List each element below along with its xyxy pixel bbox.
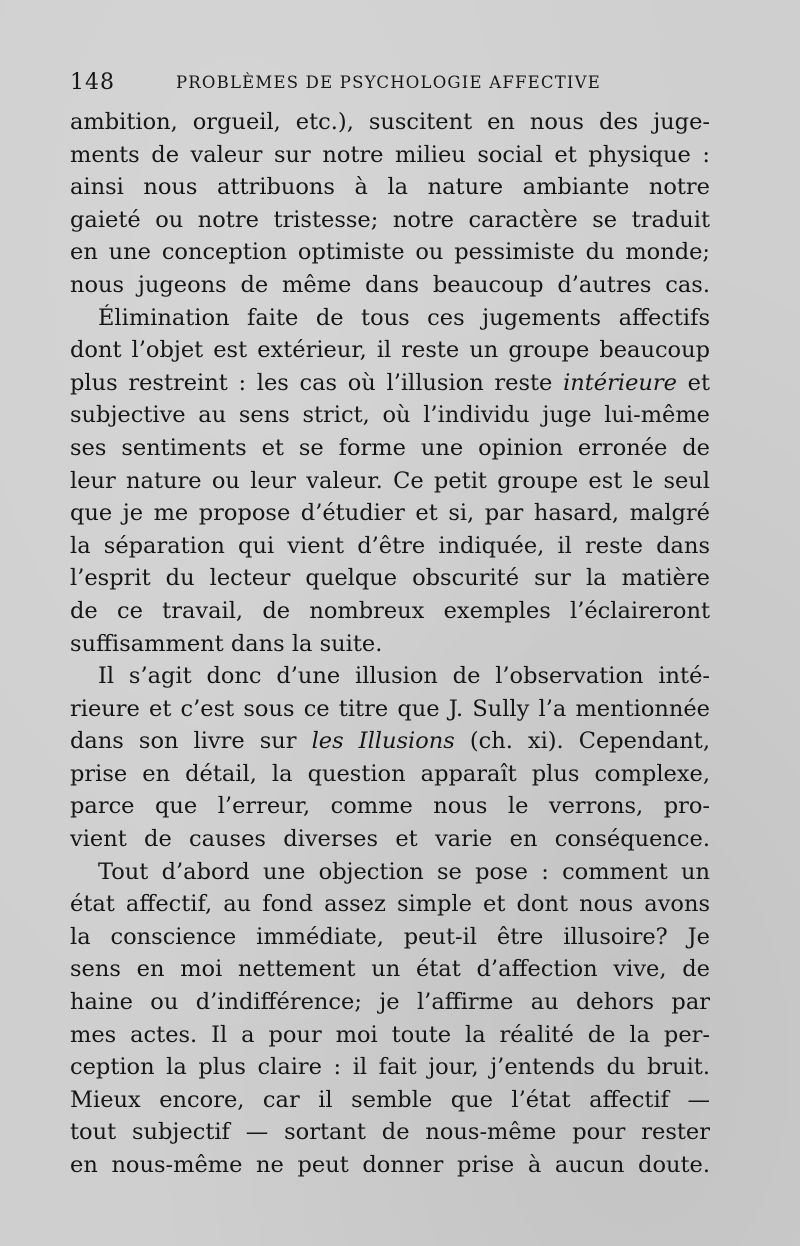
text-line: vient de causes diverses et varie en conséquence. (70, 826, 710, 853)
line-text-italic: intérieure (563, 369, 677, 396)
text-line (70, 725, 710, 758)
text-line: ambition, orgueil, etc.), suscitent en nous des juge- (70, 109, 710, 135)
body-text (70, 106, 710, 1182)
text-line: parce que l’erreur, comme nous le verrons, pro- (70, 793, 710, 820)
text-line: la séparation qui vient d’être indiquée, il reste dans (70, 532, 710, 559)
text-line: mes actes. Il a pour moi toute la réalité de la per- (70, 1021, 710, 1048)
line-text: et (676, 369, 710, 396)
text-line: haine ou d’indifférence; je l’affirme au dehors par (70, 989, 710, 1016)
text-line: dont l’objet est extérieur, il reste un groupe beaucoup (70, 337, 710, 364)
text-line: rieure et c’est sous ce titre que J. Sully l’a mentionnée (70, 695, 710, 722)
text-line: en nous-même ne peut donner prise à aucun doute. (70, 1152, 710, 1178)
text-line: tout subjectif — sortant de nous-même pour rester (70, 1119, 710, 1146)
text-line: prise en détail, la question apparaît plus complexe, (70, 760, 710, 787)
text-line: que je me propose d’étudier et si, par hasard, malgré (70, 500, 710, 527)
text-line: en une conception optimiste ou pessimiste du monde; (70, 239, 710, 266)
text-line: ments de valeur sur notre milieu social et physique : (70, 141, 710, 168)
line-text: plus restreint : les cas où l’illusion reste (70, 369, 564, 396)
text-line: nous jugeons de même dans beaucoup d’autres cas. (70, 271, 710, 298)
text-line: Élimination faite de tous ces jugements affectifs (98, 304, 710, 331)
text-line: ses sentiments et se forme une opinion erronée de (70, 434, 710, 461)
text-line: de ce travail, de nombreux exemples l’éclaireront (70, 597, 710, 624)
page-number: 148 (70, 70, 115, 95)
text-line: Il s’agit donc d’une illusion de l’observation inté- (98, 663, 710, 690)
line-text: dans son livre sur (70, 728, 312, 755)
text-line: la conscience immédiate, peut-il être illusoire? Je (70, 923, 710, 950)
running-title: PROBLÈMES DE PSYCHOLOGIE AFFECTIVE (176, 73, 601, 92)
text-line: suffisamment dans la suite. (70, 630, 383, 657)
text-line: leur nature ou leur valeur. Ce petit groupe est le seul (70, 467, 710, 494)
text-line: gaieté ou notre tristesse; notre caractère se traduit (70, 206, 710, 233)
running-head (70, 70, 710, 100)
text-line: ception la plus claire : il fait jour, j’entends du bruit. (70, 1054, 710, 1081)
text-line: état affectif, au fond assez simple et dont nous avons (70, 891, 710, 918)
text-line: ainsi nous attribuons à la nature ambiante notre (70, 174, 710, 201)
text-line: Tout d’abord une objection se pose : comment un (98, 858, 710, 885)
text-line: subjective au sens strict, où l’individu juge lui-même (70, 402, 710, 429)
text-line (70, 367, 710, 400)
line-text: (ch. xi). Cependant, (454, 728, 710, 755)
line-text-italic: les Illusions (311, 728, 455, 755)
text-line: l’esprit du lecteur quelque obscurité sur la matière (70, 565, 710, 592)
text-line: sens en moi nettement un état d’affection vive, de (70, 956, 710, 983)
text-line: Mieux encore, car il semble que l’état affectif — (70, 1086, 710, 1113)
